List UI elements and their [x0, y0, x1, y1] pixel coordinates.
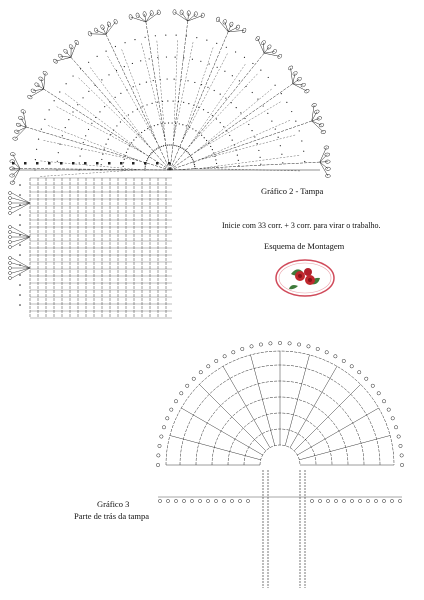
halfcircle-picot — [288, 342, 291, 345]
chart3-subtitle: Parte de trás da tampa — [74, 511, 150, 521]
halfcircle-base-picot — [174, 499, 177, 502]
chart3-title: Gráfico 3 — [97, 499, 130, 509]
halfcircle-base-picot — [230, 499, 233, 502]
chart2-instruction: Inicie com 33 corr. + 3 corr. para virar o trabalho. — [222, 221, 381, 230]
halfcircle-base-picot — [206, 499, 209, 502]
halfcircle-divider — [181, 408, 262, 455]
halfcircle-base-picot — [382, 499, 385, 502]
halfcircle-picot — [158, 444, 161, 447]
halfcircle-picot — [400, 463, 403, 466]
halfcircle-picot — [259, 343, 262, 346]
halfcircle-base-picot — [342, 499, 345, 502]
halfcircle-picot — [334, 355, 337, 358]
halfcircle-base-picot — [310, 499, 313, 502]
halfcircle-picot — [400, 454, 403, 457]
halfcircle-divider — [170, 435, 261, 459]
rose-flower-icon — [274, 258, 336, 298]
halfcircle-picot — [394, 426, 397, 429]
halfcircle-picot — [250, 345, 253, 348]
halfcircle-base-picot — [374, 499, 377, 502]
halfcircle-picot — [215, 359, 218, 362]
halfcircle-picot — [307, 345, 310, 348]
halfcircle-picot — [350, 365, 353, 368]
halfcircle-picot — [371, 384, 374, 387]
halfcircle-picot — [170, 408, 173, 411]
halfcircle-base-picot — [190, 499, 193, 502]
halfcircle-base-picot — [246, 499, 249, 502]
halfcircle-divider — [223, 366, 270, 447]
halfcircle-picot — [325, 351, 328, 354]
halfcircle-picot — [399, 444, 402, 447]
halfcircle-picot — [269, 342, 272, 345]
halfcircle-picot — [192, 377, 195, 380]
halfcircle-motif — [156, 341, 403, 588]
halfcircle-base-picot — [166, 499, 169, 502]
halfcircle-divider — [199, 384, 265, 450]
halfcircle-picot — [157, 454, 160, 457]
halfcircle-picot — [278, 341, 281, 344]
halfcircle-base-picot — [334, 499, 337, 502]
halfcircle-base-picot — [390, 499, 393, 502]
halfcircle-picot — [162, 426, 165, 429]
halfcircle-divider — [250, 355, 274, 446]
halfcircle-base-picot — [222, 499, 225, 502]
halfcircle-picot — [199, 371, 202, 374]
halfcircle-picot — [377, 392, 380, 395]
halfcircle-base-picot — [398, 499, 401, 502]
halfcircle-picot — [174, 400, 177, 403]
halfcircle-divider — [297, 408, 378, 455]
halfcircle-picot — [186, 384, 189, 387]
halfcircle-divider — [290, 366, 337, 447]
halfcircle-base-picot — [238, 499, 241, 502]
halfcircle-base-picot — [198, 499, 201, 502]
halfcircle-round — [260, 445, 300, 465]
halfcircle-base-picot — [318, 499, 321, 502]
halfcircle-picot — [365, 377, 368, 380]
halfcircle-picot — [166, 417, 169, 420]
halfcircle-picot — [391, 417, 394, 420]
halfcircle-picot — [342, 359, 345, 362]
halfcircle-base-picot — [158, 499, 161, 502]
halfcircle-picot — [241, 347, 244, 350]
assembly-scheme-label: Esquema de Montagem — [264, 241, 345, 251]
halfcircle-base-picot — [182, 499, 185, 502]
halfcircle-picot — [397, 435, 400, 438]
halfcircle-picot — [316, 347, 319, 350]
chart2-title: Gráfico 2 - Tampa — [261, 186, 324, 196]
halfcircle-picot — [382, 400, 385, 403]
halfcircle-base-picot — [358, 499, 361, 502]
halfcircle-picot — [180, 392, 183, 395]
halfcircle-divider — [294, 384, 360, 450]
halfcircle-picot — [387, 408, 390, 411]
halfcircle-divider — [299, 435, 390, 459]
halfcircle-picot — [160, 435, 163, 438]
halfcircle-base-picot — [350, 499, 353, 502]
halfcircle-picot — [223, 355, 226, 358]
halfcircle-picot — [297, 343, 300, 346]
halfcircle-picot — [358, 371, 361, 374]
halfcircle-base-picot — [214, 499, 217, 502]
halfcircle-base-picot — [326, 499, 329, 502]
halfcircle-picot — [207, 365, 210, 368]
halfcircle-picot — [232, 351, 235, 354]
halfcircle-base-picot — [366, 499, 369, 502]
halfcircle-divider — [285, 355, 309, 446]
halfcircle-picot — [156, 463, 159, 466]
